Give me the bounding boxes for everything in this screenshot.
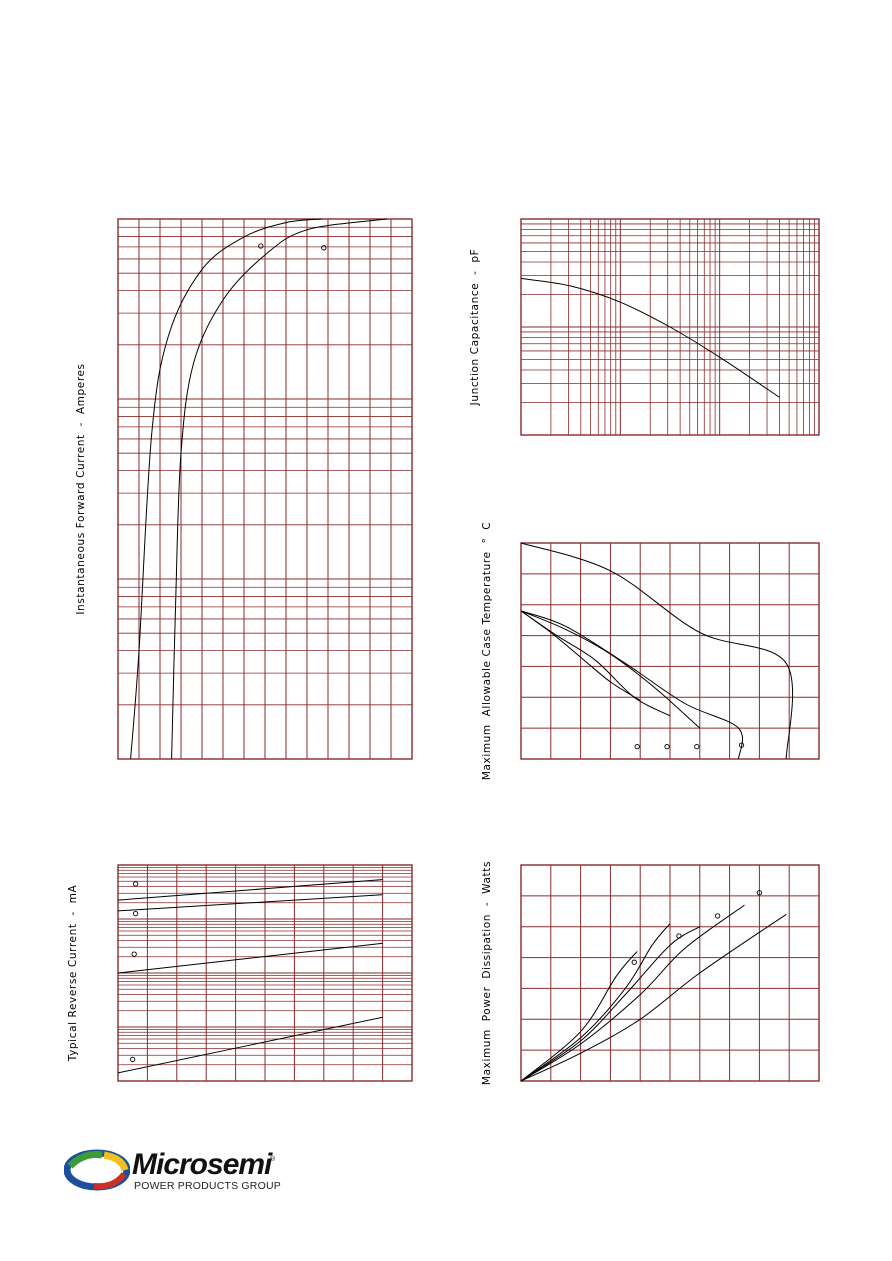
logo-wordmark: Microsemi: [132, 1148, 272, 1181]
series-line-5: [521, 951, 637, 1081]
forward-current-chart: [75, 219, 412, 759]
max-case-temperature-chart: [481, 522, 819, 780]
series-line-1: [131, 219, 322, 759]
power-dissipation-chart: [481, 861, 819, 1085]
curve-marker-1: [635, 744, 639, 748]
curve-marker-2: [322, 246, 326, 250]
series-line-2: [172, 219, 387, 759]
curve-marker-1: [131, 1057, 135, 1061]
microsemi-swirl-logo-icon: [64, 1148, 130, 1192]
series-line-2: [118, 943, 383, 973]
series-line-1: [521, 543, 793, 759]
curve-marker-4: [133, 882, 137, 886]
logo-registered-mark: ®: [270, 1156, 276, 1163]
curve-marker-2: [132, 952, 136, 956]
y-axis-label: Junction Capacitance - pF: [469, 248, 481, 406]
logo-subtitle: POWER PRODUCTS GROUP: [134, 1180, 281, 1192]
y-axis-label: Maximum Power Dissipation - Watts: [481, 860, 493, 1086]
y-axis-label: Typical Reverse Current - mA: [67, 884, 79, 1062]
curve-marker-3: [133, 911, 137, 915]
reverse-current-chart: [67, 865, 412, 1081]
series-line-1: [521, 914, 786, 1081]
series-line-2: [521, 611, 743, 759]
curve-marker-3: [695, 744, 699, 748]
y-axis-label: Instantaneous Forward Current - Amperes: [75, 363, 87, 615]
curve-marker-1: [632, 960, 636, 964]
curve-marker-1: [259, 244, 263, 248]
curve-marker-2: [665, 744, 669, 748]
y-axis-label: Maximum Allowable Case Temperature ° C: [481, 521, 493, 781]
junction-capacitance-chart: [469, 219, 819, 435]
microsemi-logo: [64, 1146, 284, 1198]
curve-marker-2: [677, 934, 681, 938]
curve-marker-3: [715, 914, 719, 918]
series-line-4: [521, 924, 670, 1081]
